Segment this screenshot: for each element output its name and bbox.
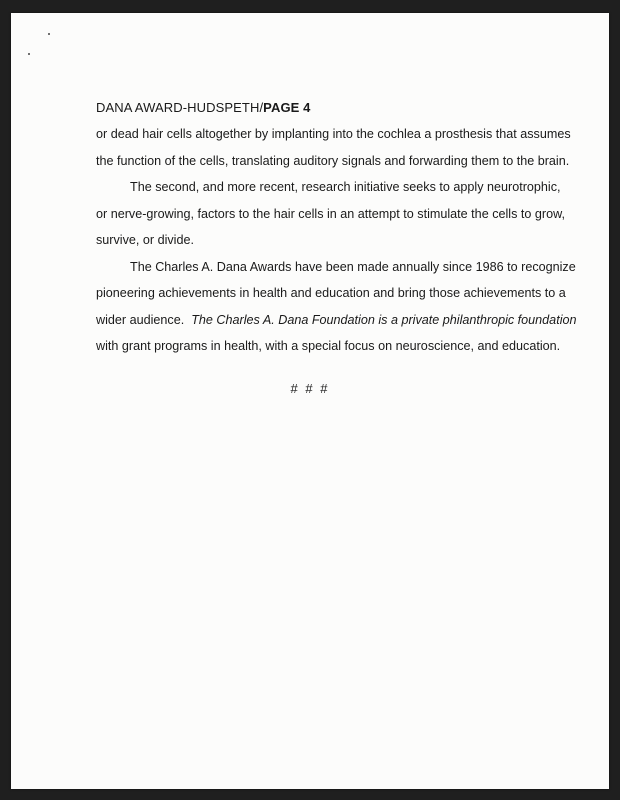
text-line: or dead hair cells altogether by implanting into the cochlea a prosthesis that assumes — [96, 127, 571, 141]
text-line: pioneering achievements in health and education and bring those achievements to a — [96, 286, 566, 300]
document-body — [96, 100, 577, 360]
paper-speck — [48, 33, 50, 35]
italic-text-segment: The Charles A. Dana Foundation is a private philanthropic foundation — [191, 312, 577, 327]
running-title: DANA AWARD-HUDSPETH/ — [96, 100, 264, 115]
document-page — [11, 13, 609, 789]
text-line: The Charles A. Dana Awards have been made annually since 1986 to recognize — [130, 259, 576, 274]
paragraph — [96, 121, 571, 174]
text-line: The second, and more recent, research initiative seeks to apply neurotrophic, — [130, 180, 561, 194]
text-line: survive, or divide. — [96, 233, 194, 247]
page-header — [96, 100, 566, 115]
paragraph — [96, 254, 577, 360]
text-line: or nerve-growing, factors to the hair cells in an attempt to stimulate the cells to grow, — [96, 206, 565, 221]
paragraph — [96, 174, 566, 254]
paper-speck — [28, 53, 30, 55]
text-line — [96, 307, 577, 334]
end-of-release-mark: # # # — [290, 381, 330, 396]
text-line: with grant programs in health, with a special focus on neuroscience, and education. — [96, 339, 561, 353]
page-number: PAGE 4 — [263, 100, 311, 115]
text-line: the function of the cells, translating auditory signals and forwarding them to the brain. — [96, 153, 570, 168]
text-segment: wider audience. — [96, 312, 192, 327]
